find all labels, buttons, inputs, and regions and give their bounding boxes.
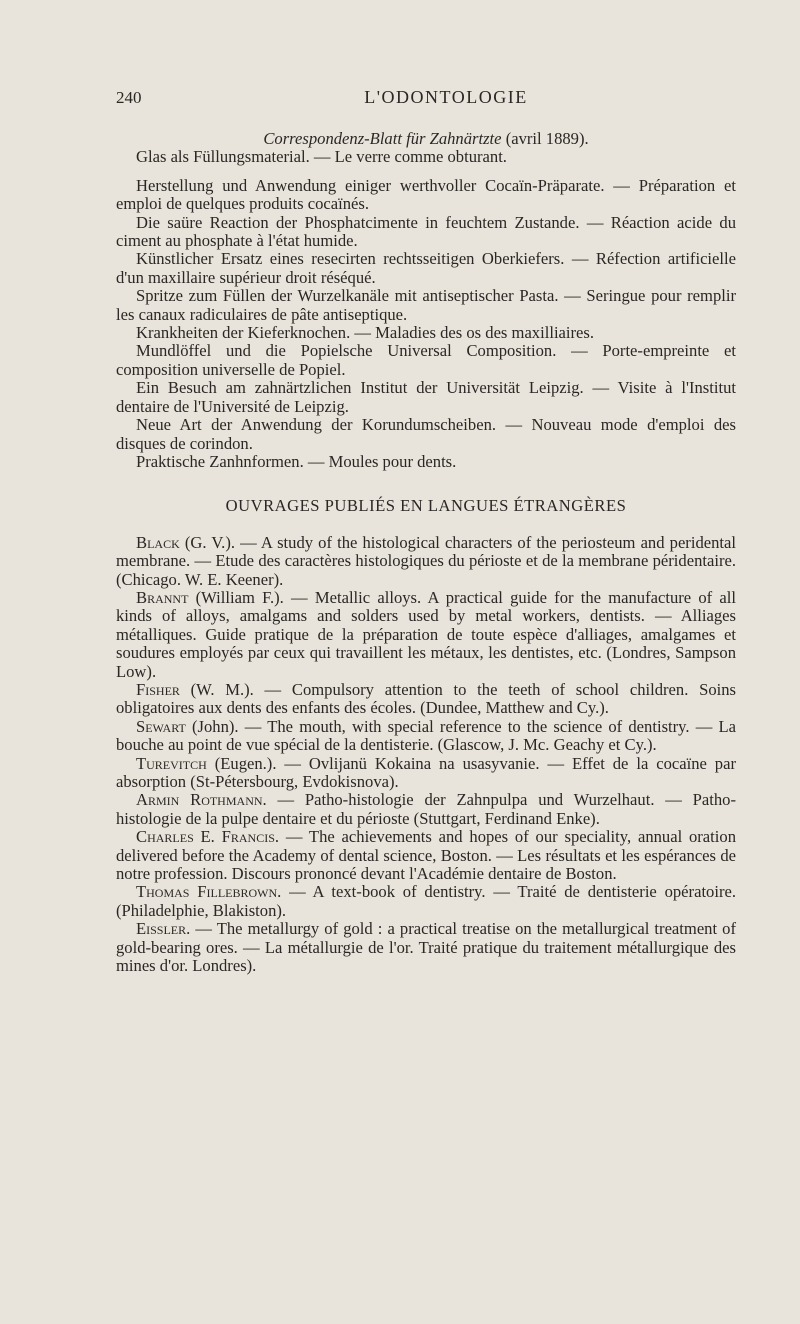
work-author: Brannt	[136, 587, 189, 607]
work-author: Charles E. Francis.	[136, 827, 280, 847]
work-text: — A text-book of dentistry. — Traité de dentisterie opératoire. (Philadelphie, Blakiston).	[116, 882, 736, 920]
work-entry	[116, 718, 736, 755]
work-author: Black (G. V.).	[136, 532, 235, 552]
work-author: Sewart	[136, 716, 186, 736]
work-author: Eissler.	[136, 919, 191, 939]
work-text: — The metallurgy of gold : a practical treatise on the metallurgical treatment of gold-bearing ores. — La métallurgie de l'or. Traité pratique du traitement métallurgique des mines d'or. Londres).	[116, 919, 736, 976]
work-text: (John). — The mouth, with special reference to the science of dentistry. — La bouche au point de vue spécial de la dentisterie. (Glascow, J. Mc. Geachy et Cy.).	[116, 716, 736, 755]
page-content	[116, 88, 736, 975]
work-entry	[116, 589, 736, 681]
work-author: Fisher	[136, 679, 180, 699]
work-entry	[116, 828, 736, 883]
work-text: — The achievements and hopes of our speciality, annual oration delivered before the Academy of dental science, Boston. — Les résultats et les espérances de notre profession. Discours prononcé devant l'Académie dentaire de Boston.	[116, 827, 736, 884]
journal-item: Herstellung und Anwendung einiger werthvoller Cocaïn-Präparate. — Préparation et emploi de quelques produits cocaïnés.	[116, 175, 736, 214]
journal-item: Die saüre Reaction der Phosphatcimente in feuchtem Zustande. — Réaction acide du ciment au phosphate à l'état humide.	[116, 212, 736, 251]
journal-title: Correspondenz-Blatt für Zahnärtzte	[263, 129, 502, 148]
work-entry	[116, 534, 736, 589]
page-header: 240 L'ODONTOLOGIE	[116, 88, 736, 112]
work-entry	[116, 883, 736, 920]
journal-date: (avril 1889).	[505, 129, 589, 148]
work-author: Thomas Fillebrown.	[136, 882, 282, 902]
work-text: — A study of the histological characters of the periosteum and peridental membrane. — Etude des caractères histologiques du périoste et de la membrane péridentaire. (Chicago. W. E. Keener).	[116, 532, 736, 589]
running-title: L'ODONTOLOGIE	[364, 87, 528, 107]
work-author: Armin Rothmann.	[136, 790, 267, 810]
journal-item: Mundlöffel und die Popielsche Universal Composition. — Porte-empreinte et composition universelle de Popiel.	[116, 341, 736, 379]
work-text: (William F.). — Metallic alloys. A practical guide for the manufacture of all kinds of alloys, amalgams and solders used by metal workers, dentists. — Alliages métalliques. Guide pratique de la préparation de toute espèce d'alliages, amalgames et soudures employés par ceux qui travaillent les métaux, les dentistes, etc. (Londres, Sampson Low).	[116, 587, 736, 681]
journal-item: Künstlicher Ersatz eines resecirten rechtsseitigen Oberkiefers. — Réfection artificielle d'un maxillaire supérieur droit réséqué.	[116, 249, 736, 287]
work-entry	[116, 791, 736, 828]
journal-item: Ein Besuch am zahnärtzlichen Institut der Universität Leipzig. — Visite à l'Institut dentaire de l'Université de Leipzig.	[116, 378, 736, 416]
journal-item: Praktische Zanhnformen. — Moules pour dents.	[136, 451, 457, 471]
work-author: Turevitch	[136, 753, 207, 773]
journal-item: Krankheiten der Kieferknochen. — Maladies des os des maxilliaires.	[136, 323, 595, 343]
section-title: OUVRAGES PUBLIÉS EN LANGUES ÉTRANGÈRES	[225, 496, 627, 516]
work-entry	[116, 920, 736, 975]
work-entry	[116, 755, 736, 792]
journal-item: Neue Art der Anwendung der Korundumscheiben. — Nouveau mode d'emploi des disques de corindon.	[116, 415, 736, 453]
work-entry	[116, 681, 736, 718]
work-text: — Patho-histologie der Zahnpulpa und Wurzelhaut. — Patho-histologie de la pulpe dentaire et du périoste (Stuttgart, Ferdinand Enke).	[116, 790, 736, 828]
journal-item: Glas als Füllungsmaterial. — Le verre comme obturant.	[136, 147, 507, 167]
journal-item: Spritze zum Füllen der Wurzelkanäle mit antiseptischer Pasta. — Seringue pour remplir les canaux radiculaires de pâte antiseptique.	[116, 286, 736, 324]
work-text: (W. M.). — Compulsory attention to the teeth of school children. Soins obligatoires aux dents des enfants des écoles. (Dundee, Matthew and Cy.).	[116, 679, 736, 718]
work-text: (Eugen.). — Ovlijanü Kokaina na usasyvanie. — Effet de la cocaïne par absorption (St-Pétersbourg, Evdokisnova).	[116, 753, 736, 791]
journal-heading	[116, 130, 736, 148]
